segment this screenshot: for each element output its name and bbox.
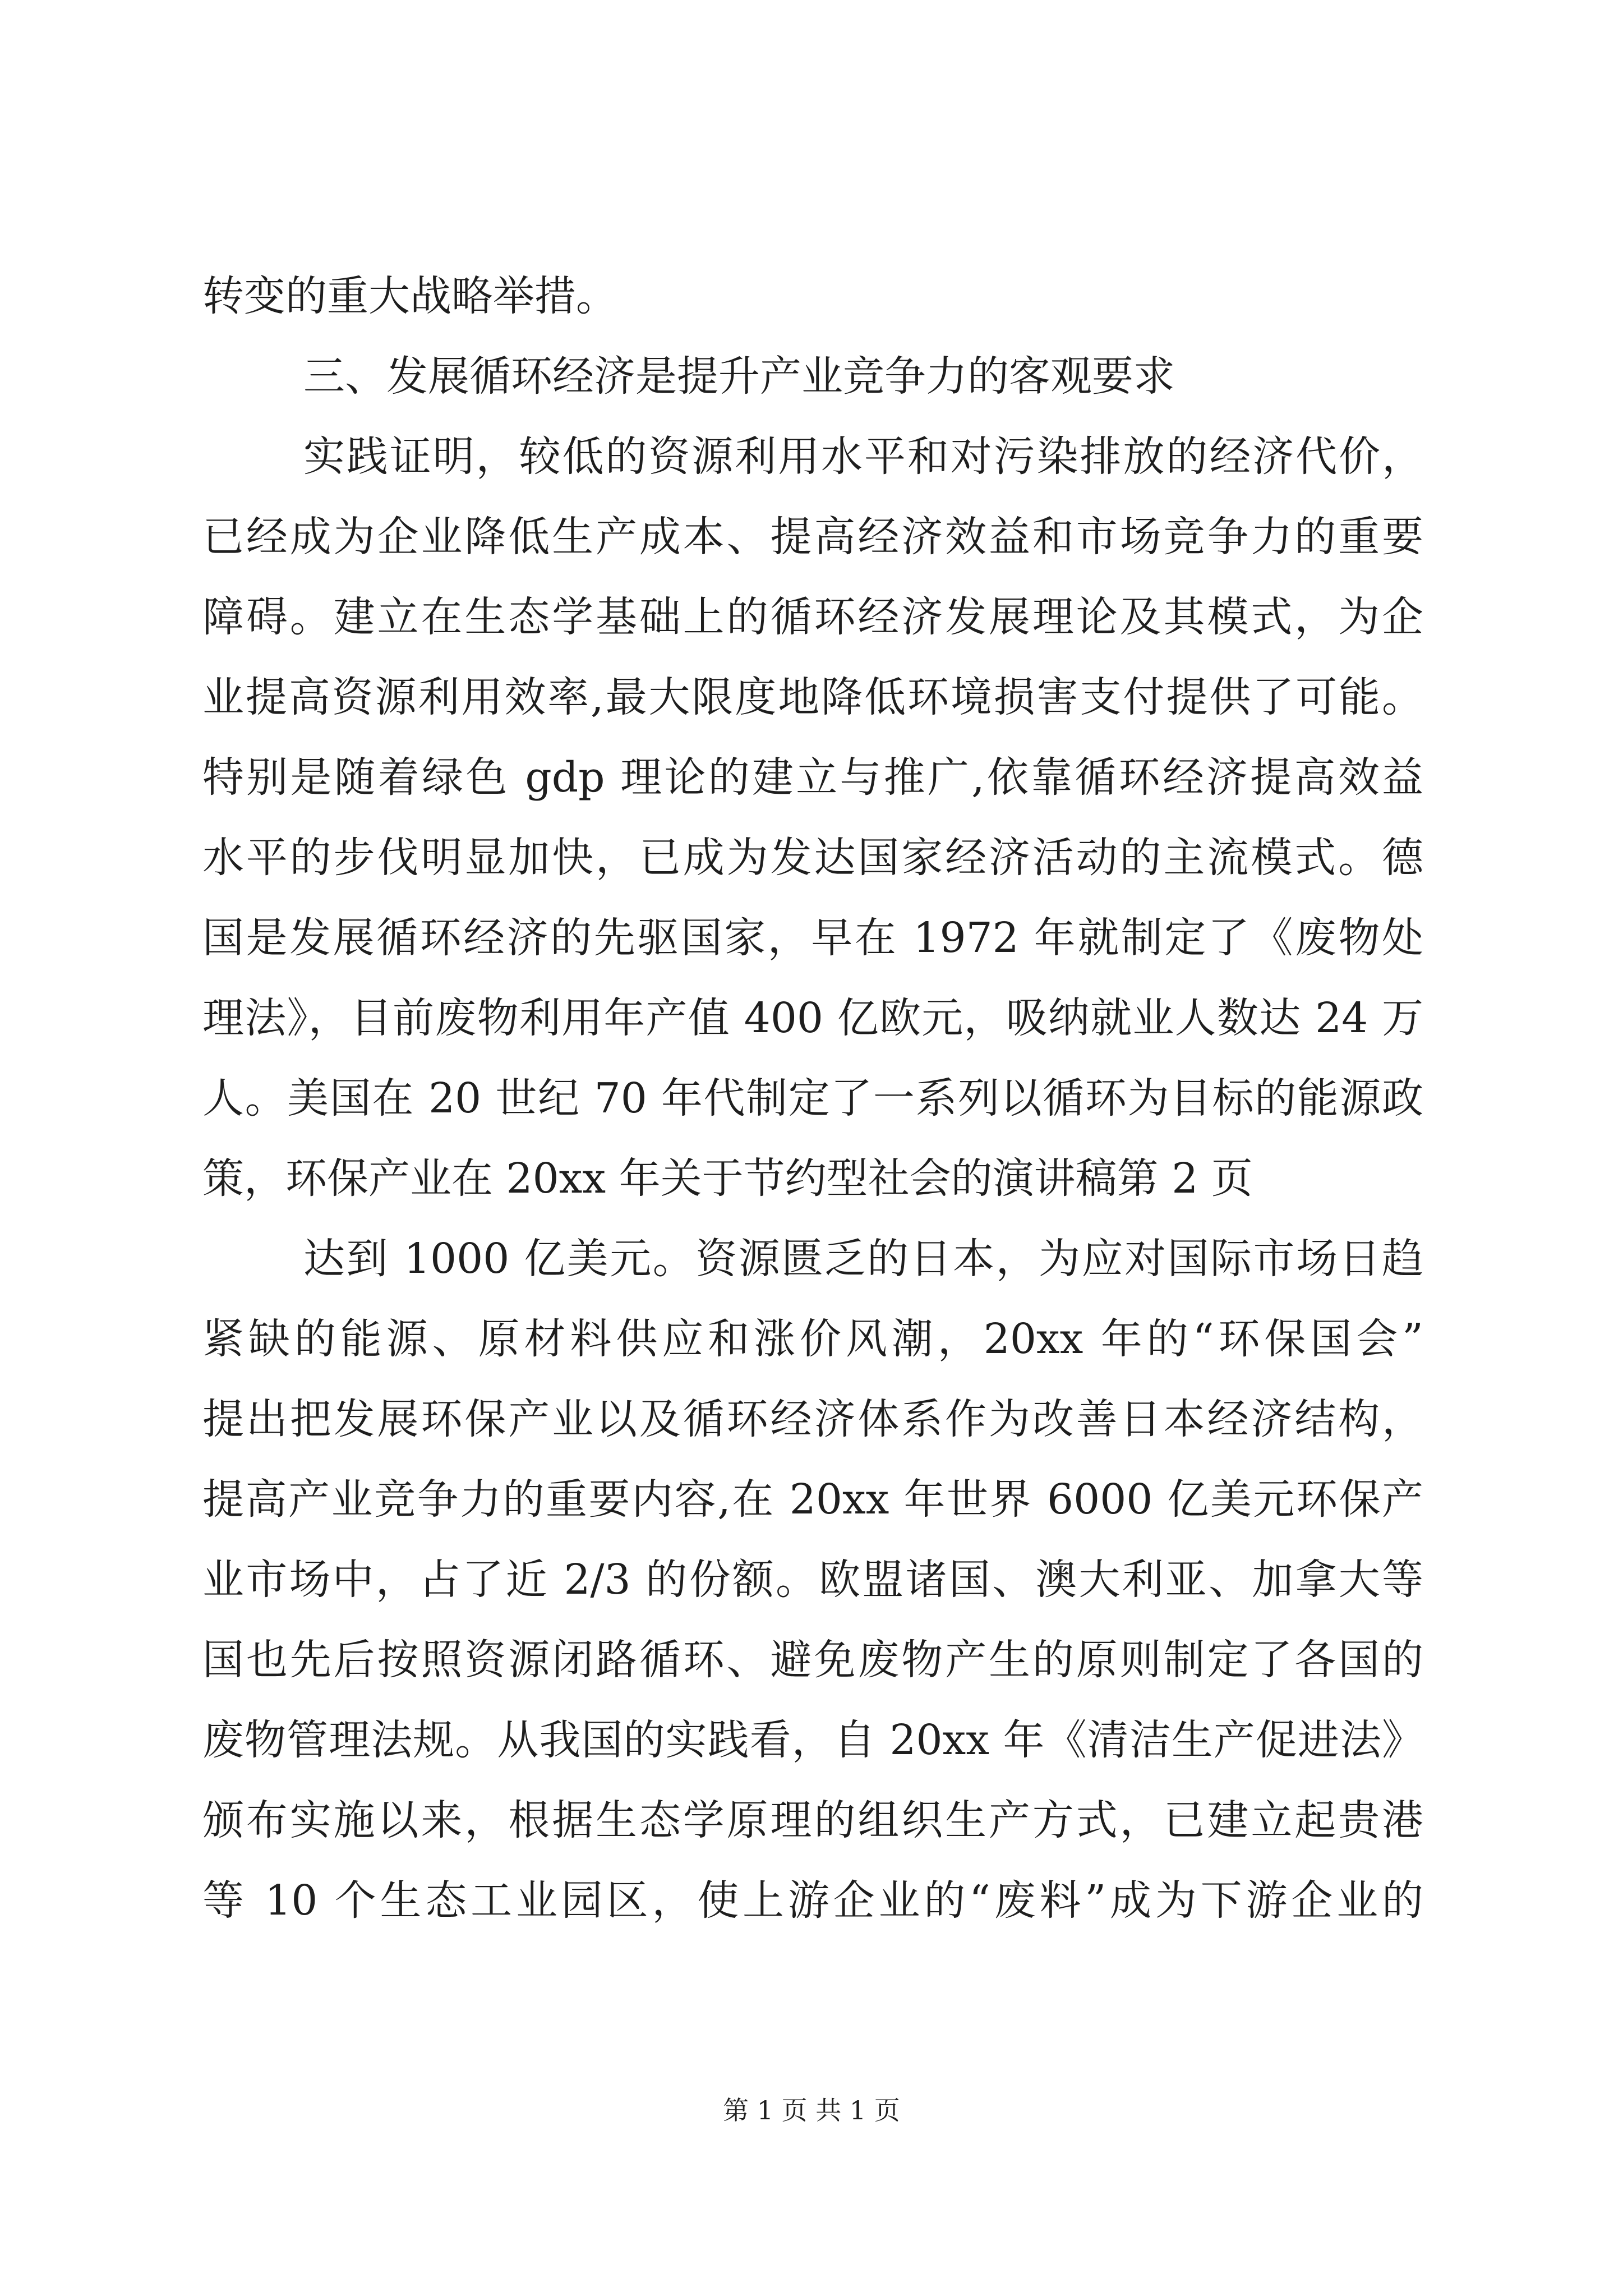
text-line: 国是发展循环经济的先驱国家，早在 1972 年就制定了《废物处 xyxy=(202,914,1423,962)
text-line: 国也先后按照资源闭路循环、避免废物产生的原则制定了各国的 xyxy=(202,1636,1423,1684)
text-line: 业提高资源利用效率,最大限度地降低环境损害支付提供了可能。 xyxy=(202,673,1423,721)
text-line: 策，环保产业在 20xx 年关于节约型社会的演讲稿第 2 页 xyxy=(202,1154,1253,1203)
text-line: 紧缺的能源、原材料供应和涨价风潮，20xx 年的“环保国会” xyxy=(202,1315,1423,1363)
text-line: 达到 1000 亿美元。资源匮乏的日本，为应对国际市场日趋 xyxy=(303,1235,1423,1283)
text-line: 已经成为企业降低生产成本、提高经济效益和市场竞争力的重要 xyxy=(202,513,1423,561)
text-line: 障碍。建立在生态学基础上的循环经济发展理论及其模式，为企 xyxy=(202,593,1423,641)
text-line: 废物管理法规。从我国的实践看，自 20xx 年《清洁生产促进法》 xyxy=(202,1716,1423,1764)
text-line: 特别是随着绿色 gdp 理论的建立与推广,依靠循环经济提高效益 xyxy=(202,753,1423,802)
page-footer: 第 1 页 共 1 页 xyxy=(723,2095,900,2125)
text-line: 提高产业竞争力的重要内容,在 20xx 年世界 6000 亿美元环保产 xyxy=(202,1475,1423,1524)
text-line: 实践证明，较低的资源利用水平和对污染排放的经济代价， xyxy=(303,432,1423,481)
text-line: 提出把发展环保产业以及循环经济体系作为改善日本经济结构， xyxy=(202,1395,1423,1443)
text-line: 颁布实施以来，根据生态学原理的组织生产方式，已建立起贵港 xyxy=(202,1796,1423,1844)
text-line: 等 10 个生态工业园区，使上游企业的“废料”成为下游企业的 xyxy=(202,1876,1423,1925)
document-body xyxy=(202,256,1423,1941)
text-line: 水平的步伐明显加快，已成为发达国家经济活动的主流模式。德 xyxy=(202,834,1423,882)
text-line: 人。美国在 20 世纪 70 年代制定了一系列以循环为目标的能源政 xyxy=(202,1074,1423,1122)
section-heading: 三、发展循环经济是提升产业竞争力的客观要求 xyxy=(303,352,1175,401)
text-line: 业市场中，占了近 2/3 的份额。欧盟诸国、澳大利亚、加拿大等 xyxy=(202,1556,1423,1604)
text-line: 理法》，目前废物利用年产值 400 亿欧元，吸纳就业人数达 24 万 xyxy=(202,994,1423,1042)
text-line: 转变的重大战略举措。 xyxy=(202,272,617,320)
